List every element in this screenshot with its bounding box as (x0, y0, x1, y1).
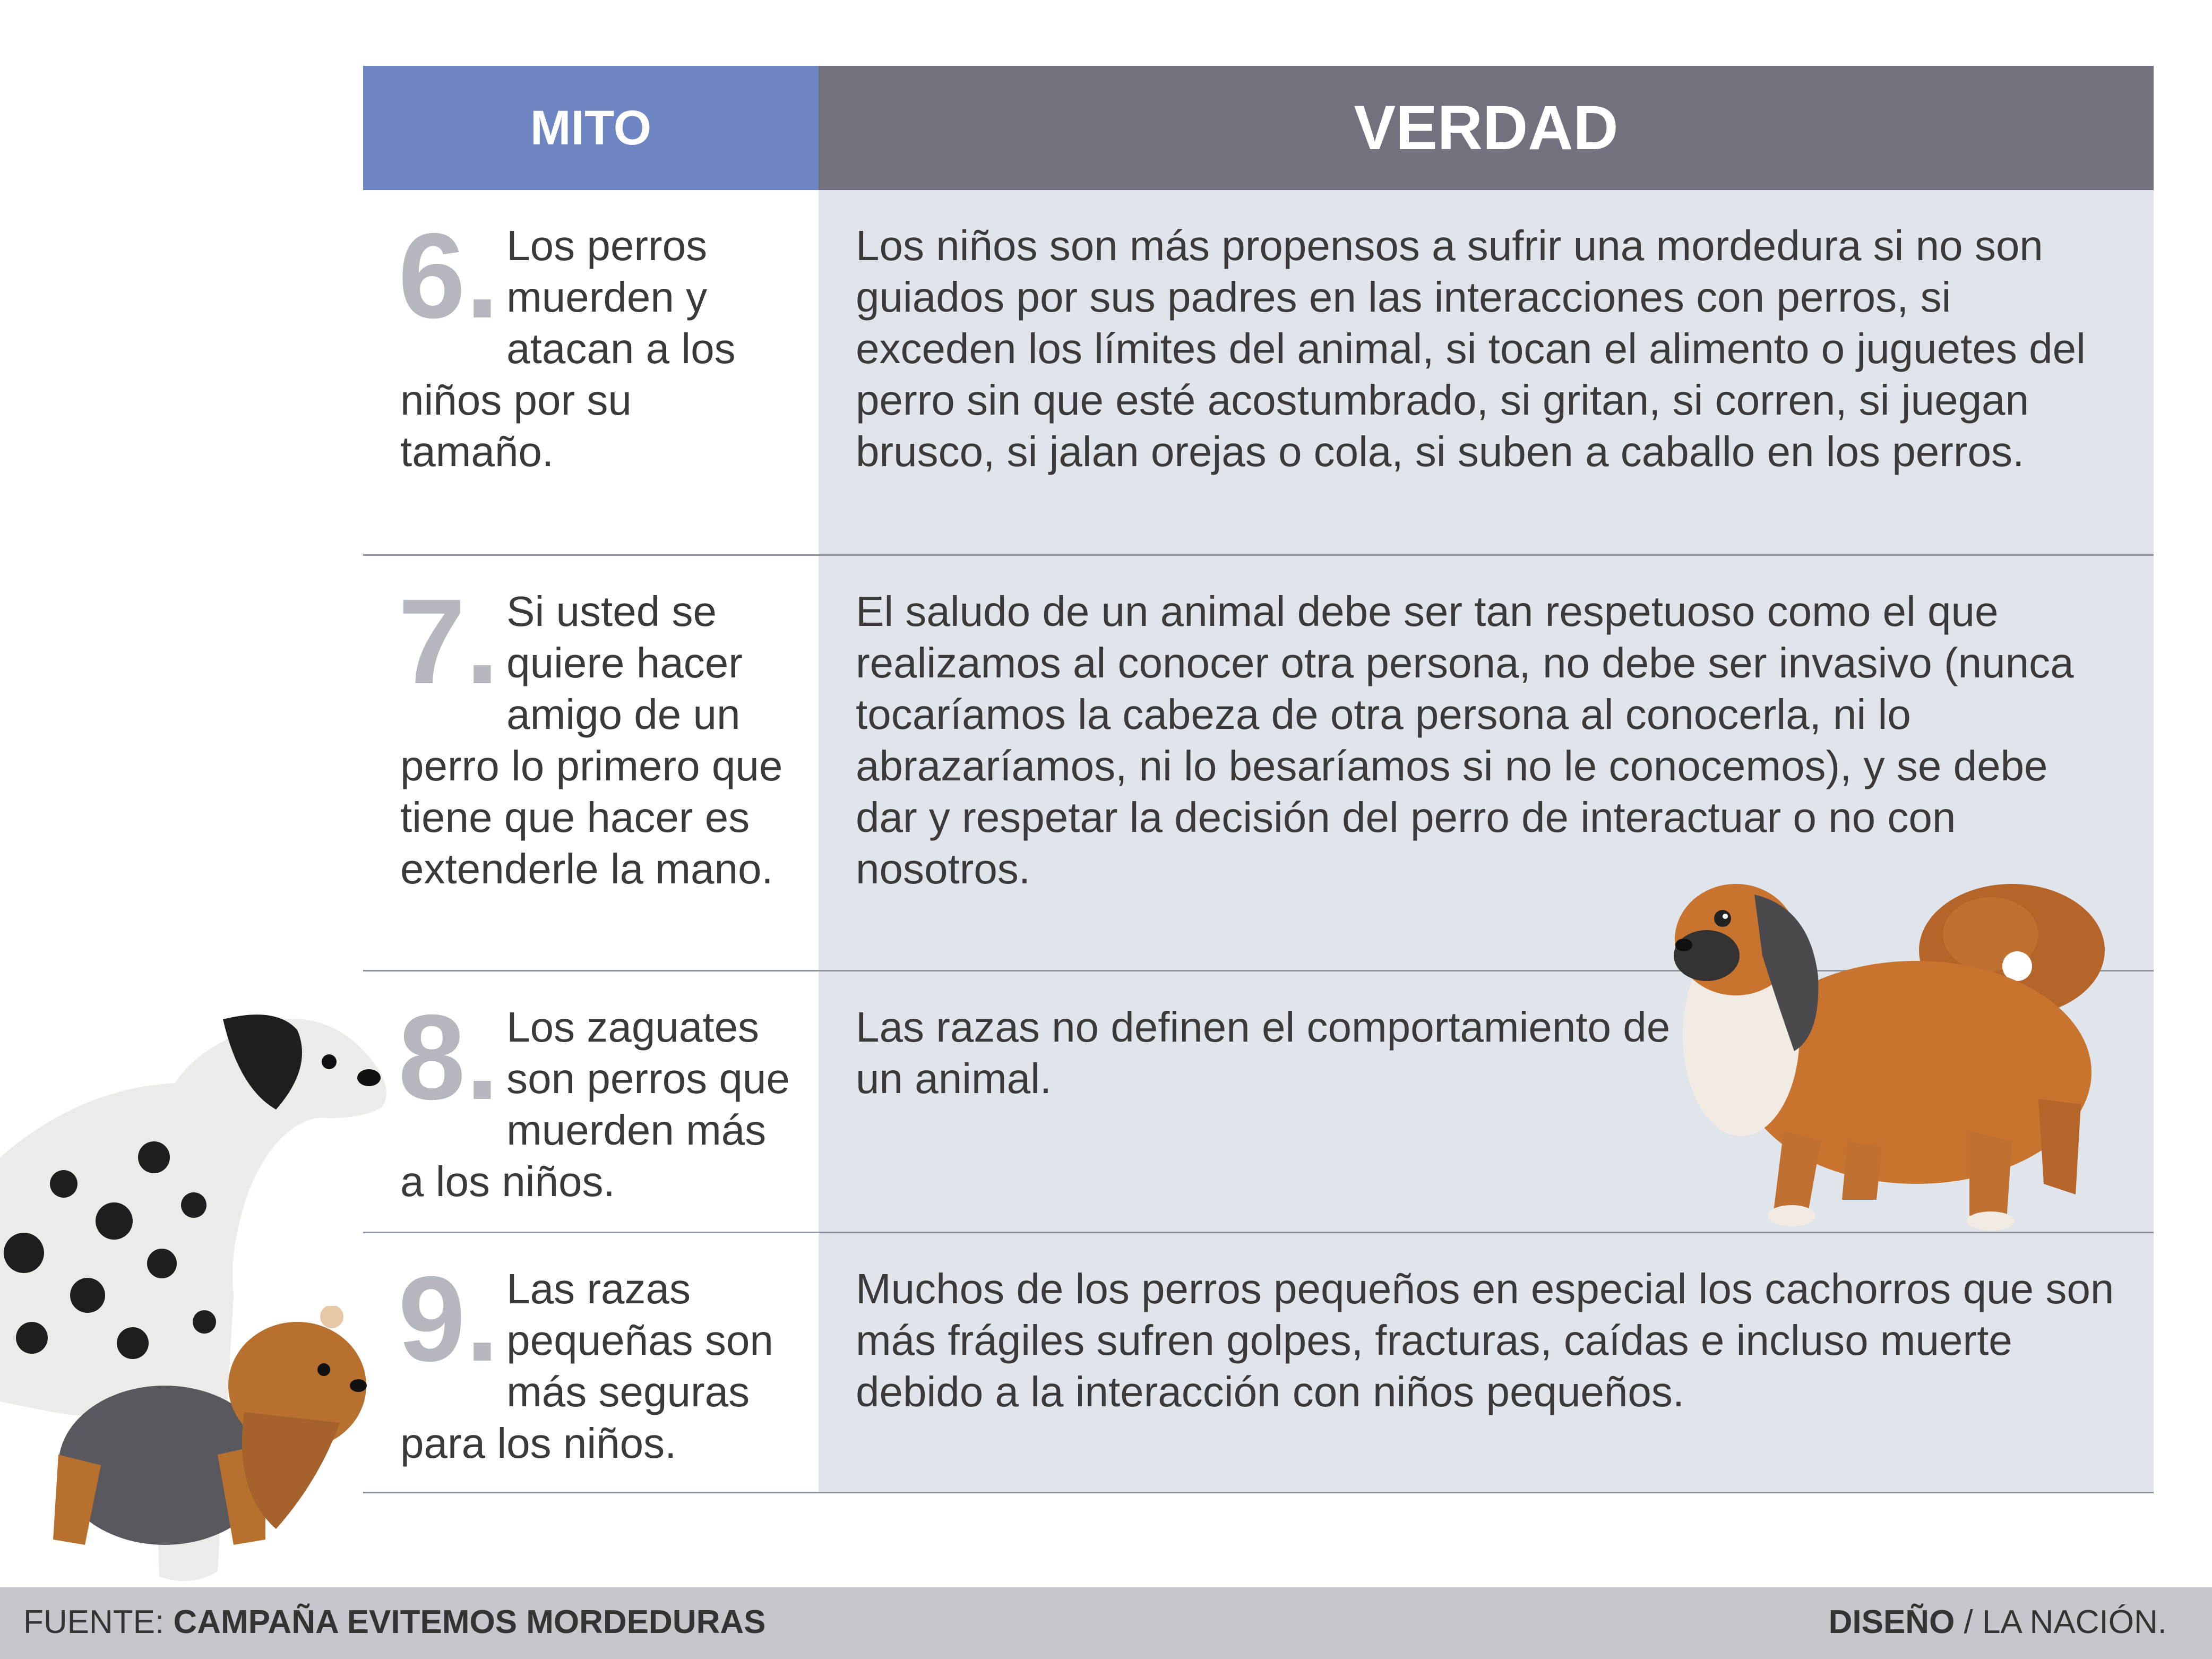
mito-cell (398, 209, 793, 477)
table-row (363, 1233, 2154, 1493)
mito-text: Los perros muerden y atacan a los niños por su tamaño. (400, 222, 736, 475)
footer-bar (0, 1587, 2212, 1659)
mito-header: MITO (363, 66, 819, 190)
source-label: FUENTE: (23, 1604, 165, 1640)
mito-cell (398, 574, 793, 895)
yorkshire-illustration (42, 1306, 372, 1555)
pekingese-illustration (1672, 876, 2123, 1237)
design-value: / LA NACIÓN. (1964, 1604, 2167, 1640)
verdad-text: Los niños son más propensos a sufrir una mordedura si no son guiados por sus padres en las interacciones con perros, si exceden los límites del animal, si tocan el alimento o juguetes del perro sin que esté acostumbrado, si gritan, si corren, si juegan brusco, si jalan orejas o cola, si suben a caballo en los perros. (856, 222, 2086, 475)
source-value: CAMPAÑA EVITEMOS MORDEDURAS (173, 1604, 766, 1640)
source-credit (23, 1603, 766, 1641)
design-credit (1829, 1603, 2167, 1641)
verdad-text: Muchos de los perros pequeños en especial los cachorros que son más frágiles sufren golpes, fracturas, caídas e incluso muerte debido a la interacción con niños pequeños. (856, 1265, 2114, 1415)
row-number: 8. (398, 990, 500, 1125)
row-number: 6. (398, 209, 500, 343)
mito-text: Los zaguates son perros que muerden más a los niños. (400, 1003, 790, 1205)
mito-cell (398, 990, 793, 1207)
row-number: 7. (398, 574, 500, 709)
verdad-text: El saludo de un animal debe ser tan respetuoso como el que realizamos al conocer otra persona, no debe ser invasivo (nunca tocaríamos la cabeza de otra persona al conocerla, ni lo abrazaríamos, ni lo besaríamos si no le conocemos), y se debe dar y respetar la decisión del perro de interactuar o no con nosotros. (856, 588, 2074, 892)
row-number: 9. (398, 1252, 500, 1387)
verdad-header: VERDAD (819, 66, 2154, 190)
row-divider (363, 1492, 2154, 1493)
mito-text: Las razas pequeñas son más seguras para los niños. (400, 1265, 773, 1467)
design-label: DISEÑO (1828, 1604, 1955, 1640)
verdad-text: Las razas no definen el comportamiento de un animal. (856, 1003, 1671, 1102)
mito-text: Si usted se quiere hacer amigo de un perro lo primero que tiene que hacer es extenderle la mano. (400, 588, 783, 892)
mito-cell (398, 1252, 793, 1469)
